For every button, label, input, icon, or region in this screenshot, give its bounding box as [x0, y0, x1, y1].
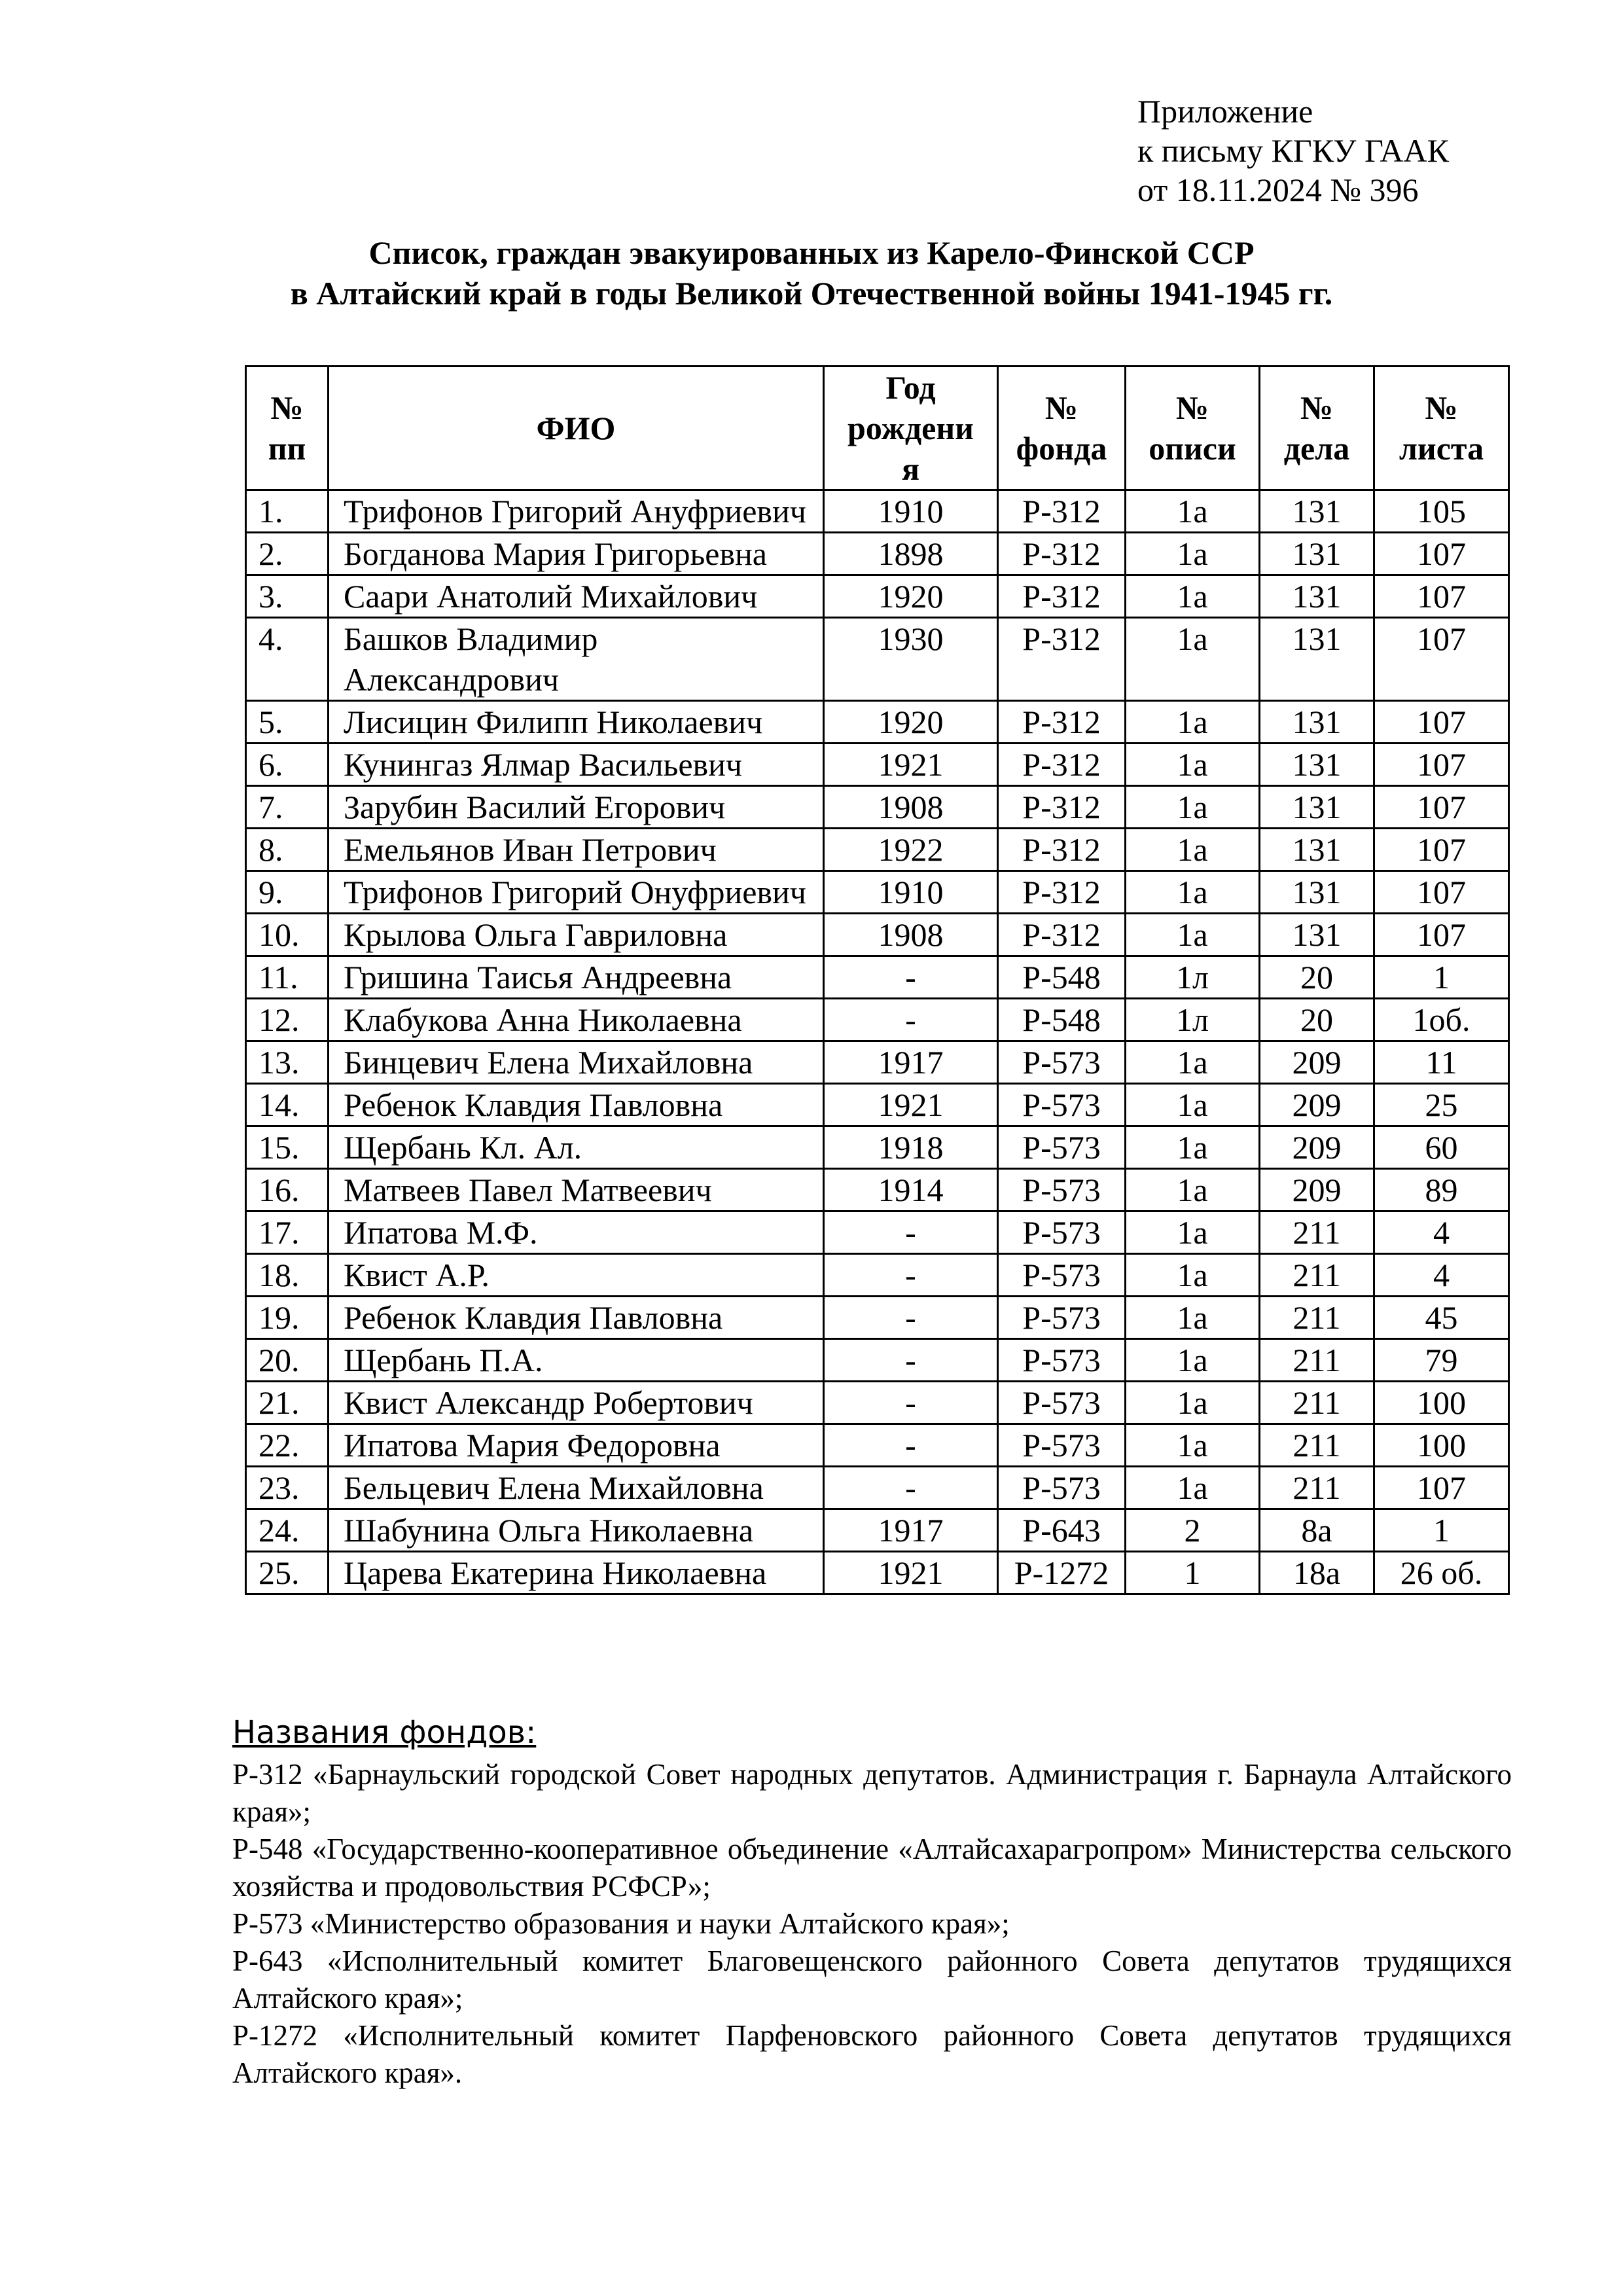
- row-fond: Р-548: [998, 999, 1126, 1041]
- row-delo: 211: [1260, 1339, 1374, 1382]
- row-fond: Р-1272: [998, 1552, 1126, 1594]
- row-delo: 209: [1260, 1084, 1374, 1126]
- row-number: 25.: [246, 1552, 329, 1594]
- row-list: 11: [1374, 1041, 1509, 1084]
- row-fond: Р-312: [998, 575, 1126, 618]
- row-opis: 1а: [1126, 490, 1260, 533]
- table-row: [246, 1041, 1509, 1084]
- header-birth-year: Год рождени я: [824, 367, 998, 490]
- row-fond: Р-573: [998, 1211, 1126, 1254]
- row-fio: Гришина Таисья Андреевна: [329, 956, 824, 999]
- row-list: 107: [1374, 618, 1509, 701]
- row-birth-year: 1908: [824, 786, 998, 829]
- row-delo: 18а: [1260, 1552, 1374, 1594]
- row-number: 2.: [246, 533, 329, 575]
- table-row: [246, 1254, 1509, 1297]
- row-delo: 209: [1260, 1126, 1374, 1169]
- row-fond: Р-312: [998, 914, 1126, 956]
- table-row: [246, 618, 1509, 701]
- row-opis: 1а: [1126, 1254, 1260, 1297]
- row-number: 21.: [246, 1382, 329, 1424]
- attachment-reference: [1137, 92, 1449, 209]
- row-list: 107: [1374, 701, 1509, 744]
- row-birth-year: -: [824, 1424, 998, 1467]
- row-birth-year: 1920: [824, 701, 998, 744]
- row-opis: 1а: [1126, 1297, 1260, 1339]
- row-number: 7.: [246, 786, 329, 829]
- row-number: 13.: [246, 1041, 329, 1084]
- row-opis: 1а: [1126, 1084, 1260, 1126]
- attachment-line-3: от 18.11.2024 № 396: [1137, 171, 1419, 208]
- row-list: 89: [1374, 1169, 1509, 1211]
- row-fio: Шабунина Ольга Николаевна: [329, 1509, 824, 1552]
- row-fio: Трифонов Григорий Ануфриевич: [329, 490, 824, 533]
- row-list: 4: [1374, 1211, 1509, 1254]
- header-list: № листа: [1374, 367, 1509, 490]
- row-delo: 131: [1260, 701, 1374, 744]
- table-row: [246, 744, 1509, 786]
- row-number: 10.: [246, 914, 329, 956]
- row-fond: Р-573: [998, 1467, 1126, 1509]
- row-number: 3.: [246, 575, 329, 618]
- table-row: [246, 1509, 1509, 1552]
- row-opis: 1л: [1126, 999, 1260, 1041]
- row-birth-year: 1917: [824, 1509, 998, 1552]
- row-delo: 131: [1260, 533, 1374, 575]
- row-fio: Кунингаз Ялмар Васильевич: [329, 744, 824, 786]
- row-birth-year: 1918: [824, 1126, 998, 1169]
- row-fond: Р-573: [998, 1339, 1126, 1382]
- row-delo: 131: [1260, 829, 1374, 871]
- row-fio: Крылова Ольга Гавриловна: [329, 914, 824, 956]
- row-list: 1об.: [1374, 999, 1509, 1041]
- table-row: [246, 1339, 1509, 1382]
- row-birth-year: -: [824, 1339, 998, 1382]
- row-list: 100: [1374, 1382, 1509, 1424]
- evacuees-table: [245, 365, 1510, 1595]
- fund-item-p312: Р-312 «Барнаульский городской Совет народных депутатов. Администрация г. Барнаула Алтайского края»;: [232, 1758, 1512, 1828]
- row-list: 107: [1374, 575, 1509, 618]
- row-fio: Щербань П.А.: [329, 1339, 824, 1382]
- row-list: 107: [1374, 533, 1509, 575]
- fund-names-heading: Названия фондов:: [232, 1714, 537, 1751]
- row-birth-year: -: [824, 956, 998, 999]
- row-delo: 131: [1260, 871, 1374, 914]
- row-fio: Матвеев Павел Матвеевич: [329, 1169, 824, 1211]
- row-fond: Р-312: [998, 786, 1126, 829]
- row-opis: 1а: [1126, 701, 1260, 744]
- row-opis: 1л: [1126, 956, 1260, 999]
- row-opis: 2: [1126, 1509, 1260, 1552]
- row-delo: 131: [1260, 744, 1374, 786]
- row-delo: 131: [1260, 490, 1374, 533]
- row-number: 8.: [246, 829, 329, 871]
- row-fio: Ипатова М.Ф.: [329, 1211, 824, 1254]
- row-number: 18.: [246, 1254, 329, 1297]
- row-fio: Квист А.Р.: [329, 1254, 824, 1297]
- row-list: 107: [1374, 744, 1509, 786]
- row-fio: Емельянов Иван Петрович: [329, 829, 824, 871]
- row-birth-year: 1921: [824, 1552, 998, 1594]
- row-birth-year: -: [824, 999, 998, 1041]
- row-opis: 1а: [1126, 1339, 1260, 1382]
- document-title: [0, 232, 1623, 314]
- row-fio: Квист Александр Робертович: [329, 1382, 824, 1424]
- row-opis: 1а: [1126, 575, 1260, 618]
- header-fio: ФИО: [329, 367, 824, 490]
- row-delo: 131: [1260, 575, 1374, 618]
- row-fond: Р-312: [998, 744, 1126, 786]
- row-fio: Ипатова Мария Федоровна: [329, 1424, 824, 1467]
- table-header-row: [246, 367, 1509, 490]
- row-birth-year: 1922: [824, 829, 998, 871]
- row-number: 24.: [246, 1509, 329, 1552]
- row-delo: 211: [1260, 1297, 1374, 1339]
- row-birth-year: 1910: [824, 490, 998, 533]
- row-fond: Р-548: [998, 956, 1126, 999]
- row-list: 60: [1374, 1126, 1509, 1169]
- row-delo: 131: [1260, 618, 1374, 701]
- row-birth-year: 1920: [824, 575, 998, 618]
- row-opis: 1а: [1126, 744, 1260, 786]
- row-fio: Башков Владимир Александрович: [329, 618, 824, 701]
- table-row: [246, 829, 1509, 871]
- row-number: 22.: [246, 1424, 329, 1467]
- row-fond: Р-573: [998, 1254, 1126, 1297]
- row-opis: 1а: [1126, 829, 1260, 871]
- table-row: [246, 490, 1509, 533]
- row-opis: 1: [1126, 1552, 1260, 1594]
- header-opis: № описи: [1126, 367, 1260, 490]
- row-fio: Бинцевич Елена Михайловна: [329, 1041, 824, 1084]
- row-fond: Р-573: [998, 1424, 1126, 1467]
- row-fond: Р-312: [998, 490, 1126, 533]
- row-opis: 1а: [1126, 618, 1260, 701]
- row-opis: 1а: [1126, 1467, 1260, 1509]
- header-num: № пп: [246, 367, 329, 490]
- row-opis: 1а: [1126, 1126, 1260, 1169]
- row-opis: 1а: [1126, 1382, 1260, 1424]
- table-row: [246, 701, 1509, 744]
- row-opis: 1а: [1126, 871, 1260, 914]
- attachment-line-2: к письму КГКУ ГААК: [1137, 132, 1449, 169]
- row-opis: 1а: [1126, 533, 1260, 575]
- row-number: 20.: [246, 1339, 329, 1382]
- row-list: 100: [1374, 1424, 1509, 1467]
- row-number: 1.: [246, 490, 329, 533]
- row-delo: 8а: [1260, 1509, 1374, 1552]
- row-birth-year: 1917: [824, 1041, 998, 1084]
- row-list: 4: [1374, 1254, 1509, 1297]
- row-birth-year: -: [824, 1382, 998, 1424]
- row-birth-year: -: [824, 1297, 998, 1339]
- header-fond: № фонда: [998, 367, 1126, 490]
- row-birth-year: 1898: [824, 533, 998, 575]
- row-number: 12.: [246, 999, 329, 1041]
- row-delo: 131: [1260, 914, 1374, 956]
- row-number: 16.: [246, 1169, 329, 1211]
- row-fio: Клабукова Анна Николаевна: [329, 999, 824, 1041]
- table-row: [246, 533, 1509, 575]
- row-birth-year: 1921: [824, 744, 998, 786]
- row-fond: Р-312: [998, 871, 1126, 914]
- table-row: [246, 1211, 1509, 1254]
- row-number: 23.: [246, 1467, 329, 1509]
- row-opis: 1а: [1126, 1169, 1260, 1211]
- row-number: 6.: [246, 744, 329, 786]
- attachment-line-1: Приложение: [1137, 93, 1313, 130]
- row-list: 107: [1374, 829, 1509, 871]
- row-fio: Бельцевич Елена Михайловна: [329, 1467, 824, 1509]
- row-delo: 211: [1260, 1211, 1374, 1254]
- table-row: [246, 1126, 1509, 1169]
- fund-item-p643: Р-643 «Исполнительный комитет Благовещенского районного Совета депутатов трудящихся Алтайского края»;: [232, 1945, 1512, 2015]
- row-number: 11.: [246, 956, 329, 999]
- row-fond: Р-573: [998, 1169, 1126, 1211]
- row-list: 1: [1374, 956, 1509, 999]
- row-fio: Ребенок Клавдия Павловна: [329, 1084, 824, 1126]
- table-body: [246, 490, 1509, 1594]
- table-row: [246, 914, 1509, 956]
- row-number: 15.: [246, 1126, 329, 1169]
- row-fond: Р-573: [998, 1297, 1126, 1339]
- row-delo: 211: [1260, 1424, 1374, 1467]
- row-number: 4.: [246, 618, 329, 701]
- row-birth-year: -: [824, 1211, 998, 1254]
- row-birth-year: -: [824, 1467, 998, 1509]
- row-birth-year: 1930: [824, 618, 998, 701]
- row-number: 19.: [246, 1297, 329, 1339]
- row-number: 9.: [246, 871, 329, 914]
- row-list: 25: [1374, 1084, 1509, 1126]
- table-row: [246, 575, 1509, 618]
- row-number: 14.: [246, 1084, 329, 1126]
- row-birth-year: 1914: [824, 1169, 998, 1211]
- table-row: [246, 1424, 1509, 1467]
- row-fond: Р-573: [998, 1382, 1126, 1424]
- row-number: 5.: [246, 701, 329, 744]
- row-delo: 20: [1260, 956, 1374, 999]
- row-delo: 211: [1260, 1382, 1374, 1424]
- row-list: 105: [1374, 490, 1509, 533]
- table-row: [246, 956, 1509, 999]
- row-fond: Р-312: [998, 701, 1126, 744]
- table-row: [246, 1297, 1509, 1339]
- row-list: 26 об.: [1374, 1552, 1509, 1594]
- row-fond: Р-312: [998, 829, 1126, 871]
- row-opis: 1а: [1126, 1211, 1260, 1254]
- row-delo: 209: [1260, 1169, 1374, 1211]
- row-birth-year: 1908: [824, 914, 998, 956]
- header-delo: № дела: [1260, 367, 1374, 490]
- fund-item-p548: Р-548 «Государственно-кооперативное объединение «Алтайсахарагропром» Министерства сельского хозяйства и продовольствия РСФСР»;: [232, 1833, 1512, 1903]
- row-opis: 1а: [1126, 914, 1260, 956]
- fund-item-p573: Р-573 «Министерство образования и науки Алтайского края»;: [232, 1907, 1010, 1940]
- row-fio: Лисицин Филипп Николаевич: [329, 701, 824, 744]
- row-number: 17.: [246, 1211, 329, 1254]
- row-birth-year: 1921: [824, 1084, 998, 1126]
- row-delo: 209: [1260, 1041, 1374, 1084]
- row-fio: Ребенок Клавдия Павловна: [329, 1297, 824, 1339]
- row-fond: Р-573: [998, 1126, 1126, 1169]
- row-opis: 1а: [1126, 1424, 1260, 1467]
- row-list: 79: [1374, 1339, 1509, 1382]
- table-row: [246, 1382, 1509, 1424]
- fund-names-section: [232, 1712, 1512, 2092]
- row-fond: Р-312: [998, 618, 1126, 701]
- title-line-2: в Алтайский край в годы Великой Отечественной войны 1941-1945 гг.: [290, 275, 1333, 312]
- row-list: 1: [1374, 1509, 1509, 1552]
- row-delo: 131: [1260, 786, 1374, 829]
- row-fond: Р-312: [998, 533, 1126, 575]
- title-line-1: Список, граждан эвакуированных из Карело-Финской ССР: [368, 234, 1255, 271]
- fund-item-p1272: Р-1272 «Исполнительный комитет Парфеновского районного Совета депутатов трудящихся Алтайского края».: [232, 2019, 1512, 2089]
- row-fond: Р-573: [998, 1084, 1126, 1126]
- table-row: [246, 1467, 1509, 1509]
- row-fio: Трифонов Григорий Онуфриевич: [329, 871, 824, 914]
- row-fio: Щербань Кл. Ал.: [329, 1126, 824, 1169]
- table-row: [246, 999, 1509, 1041]
- row-fond: Р-643: [998, 1509, 1126, 1552]
- table-row: [246, 1552, 1509, 1594]
- table-row: [246, 786, 1509, 829]
- table-row: [246, 1169, 1509, 1211]
- row-fio: Саари Анатолий Михайлович: [329, 575, 824, 618]
- row-fio: Богданова Мария Григорьевна: [329, 533, 824, 575]
- row-delo: 20: [1260, 999, 1374, 1041]
- row-list: 107: [1374, 1467, 1509, 1509]
- row-delo: 211: [1260, 1254, 1374, 1297]
- row-list: 107: [1374, 914, 1509, 956]
- row-delo: 211: [1260, 1467, 1374, 1509]
- row-birth-year: 1910: [824, 871, 998, 914]
- table-row: [246, 871, 1509, 914]
- row-opis: 1а: [1126, 786, 1260, 829]
- row-list: 107: [1374, 871, 1509, 914]
- row-birth-year: -: [824, 1254, 998, 1297]
- row-list: 107: [1374, 786, 1509, 829]
- row-fio: Зарубин Василий Егорович: [329, 786, 824, 829]
- row-opis: 1а: [1126, 1041, 1260, 1084]
- row-fond: Р-573: [998, 1041, 1126, 1084]
- table-row: [246, 1084, 1509, 1126]
- row-fio: Царева Екатерина Николаевна: [329, 1552, 824, 1594]
- row-list: 45: [1374, 1297, 1509, 1339]
